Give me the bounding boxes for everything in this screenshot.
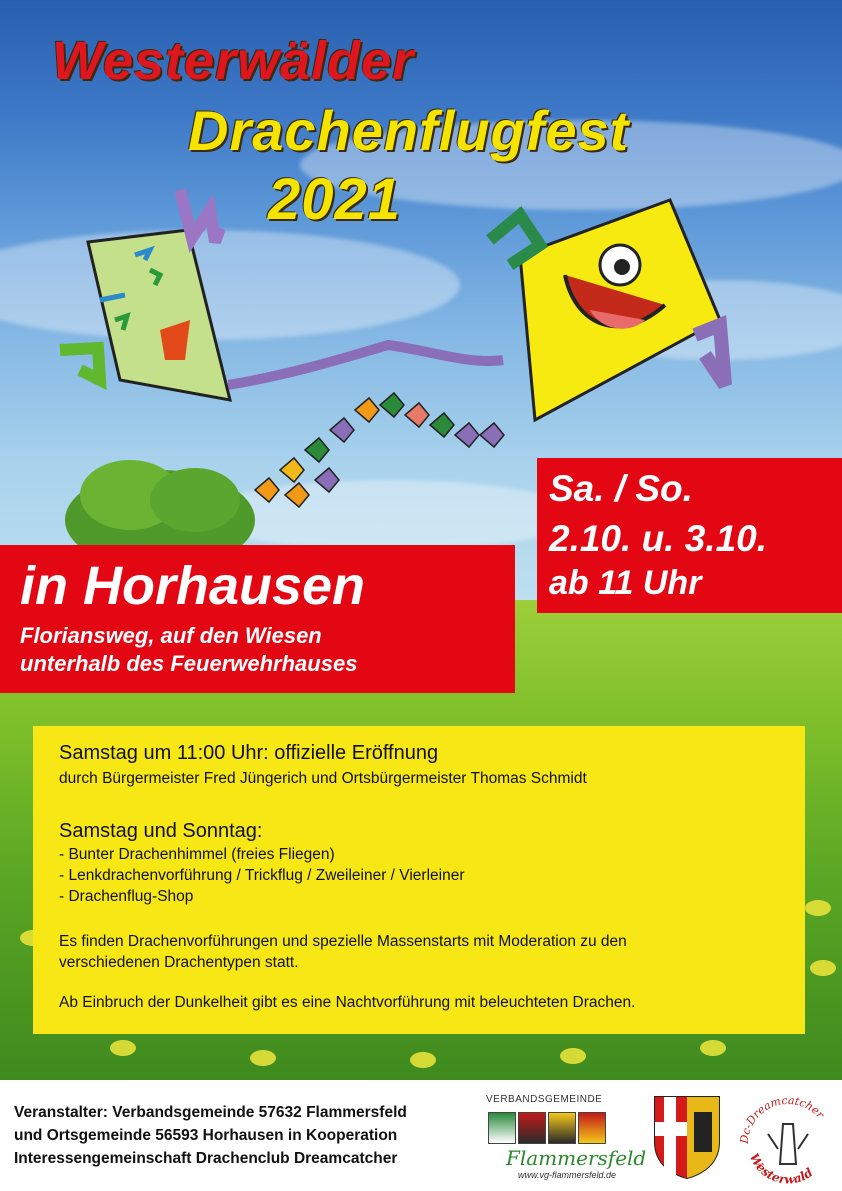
- location-street: Floriansweg, auf den Wiesen: [20, 623, 322, 648]
- coat-of-arms-icon: [548, 1112, 576, 1144]
- program-item: - Lenkdrachenvorführung / Trickflug / Zweileiner / Vierleiner: [59, 867, 465, 884]
- organizer-line: Veranstalter: Verbandsgemeinde 57632 Flammersfeld: [14, 1104, 407, 1121]
- date-dates: 2.10. u. 3.10.: [549, 518, 768, 559]
- dreamcatcher-top-text: Dc-Dreamcatcher: [738, 1094, 827, 1145]
- opening-subtext: durch Bürgermeister Fred Jüngerich und Ortsbürgermeister Thomas Schmidt: [59, 770, 587, 787]
- horhausen-coat-of-arms-icon: [652, 1094, 722, 1180]
- location-headline: in Horhausen: [20, 556, 366, 616]
- organizer-line: Interessengemeinschaft Drachenclub Dreamcatcher: [14, 1150, 398, 1167]
- flower-decoration: [560, 1048, 586, 1064]
- yellow-kite-illustration: [480, 185, 740, 435]
- title-year: 2021: [268, 167, 402, 232]
- coat-of-arms-icon: [578, 1112, 606, 1144]
- green-kite-illustration: [40, 170, 240, 410]
- flower-decoration: [250, 1050, 276, 1066]
- program-item: - Drachenflug-Shop: [59, 888, 194, 905]
- night-show-paragraph: Ab Einbruch der Dunkelheit gibt es eine Nachtvorführung mit beleuchteten Drachen.: [59, 994, 636, 1011]
- flower-decoration: [410, 1052, 436, 1068]
- both-days-heading: Samstag und Sonntag:: [59, 820, 263, 842]
- date-time: ab 11 Uhr: [549, 564, 702, 602]
- vg-flammersfeld-logo: [486, 1094, 647, 1184]
- vg-name: Flammersfeld: [506, 1146, 647, 1170]
- program-item: - Bunter Drachenhimmel (freies Fliegen): [59, 846, 335, 863]
- program-info-box: [33, 726, 805, 1034]
- location-detail: unterhalb des Feuerwehrhauses: [20, 651, 358, 676]
- vg-url: www.vg-flammersfeld.de: [518, 1170, 617, 1180]
- dreamcatcher-club-logo: [738, 1094, 838, 1186]
- flower-decoration: [810, 960, 836, 976]
- date-days: Sa. / So.: [549, 468, 693, 509]
- coat-of-arms-icon: [488, 1112, 516, 1144]
- demo-paragraph-line: Es finden Drachenvorführungen und spezielle Massenstarts mit Moderation zu den: [59, 933, 627, 950]
- opening-heading: Samstag um 11:00 Uhr: offizielle Eröffnung: [59, 742, 439, 764]
- title-line-2: Drachenflugfest: [188, 99, 630, 162]
- location-box: [0, 545, 515, 693]
- vg-label: VERBANDSGEMEINDE: [486, 1094, 603, 1105]
- flower-decoration: [700, 1040, 726, 1056]
- flower-decoration: [805, 900, 831, 916]
- organizer-line: und Ortsgemeinde 56593 Horhausen in Kooperation: [14, 1127, 398, 1144]
- demo-paragraph-line: verschiedenen Drachentypen statt.: [59, 954, 299, 971]
- title-line-1: Westerwälder: [52, 31, 415, 91]
- flower-decoration: [110, 1040, 136, 1056]
- date-box: [537, 458, 842, 613]
- coat-of-arms-icon: [518, 1112, 546, 1144]
- dreamcatcher-bottom-text: Westerwald: [746, 1151, 816, 1186]
